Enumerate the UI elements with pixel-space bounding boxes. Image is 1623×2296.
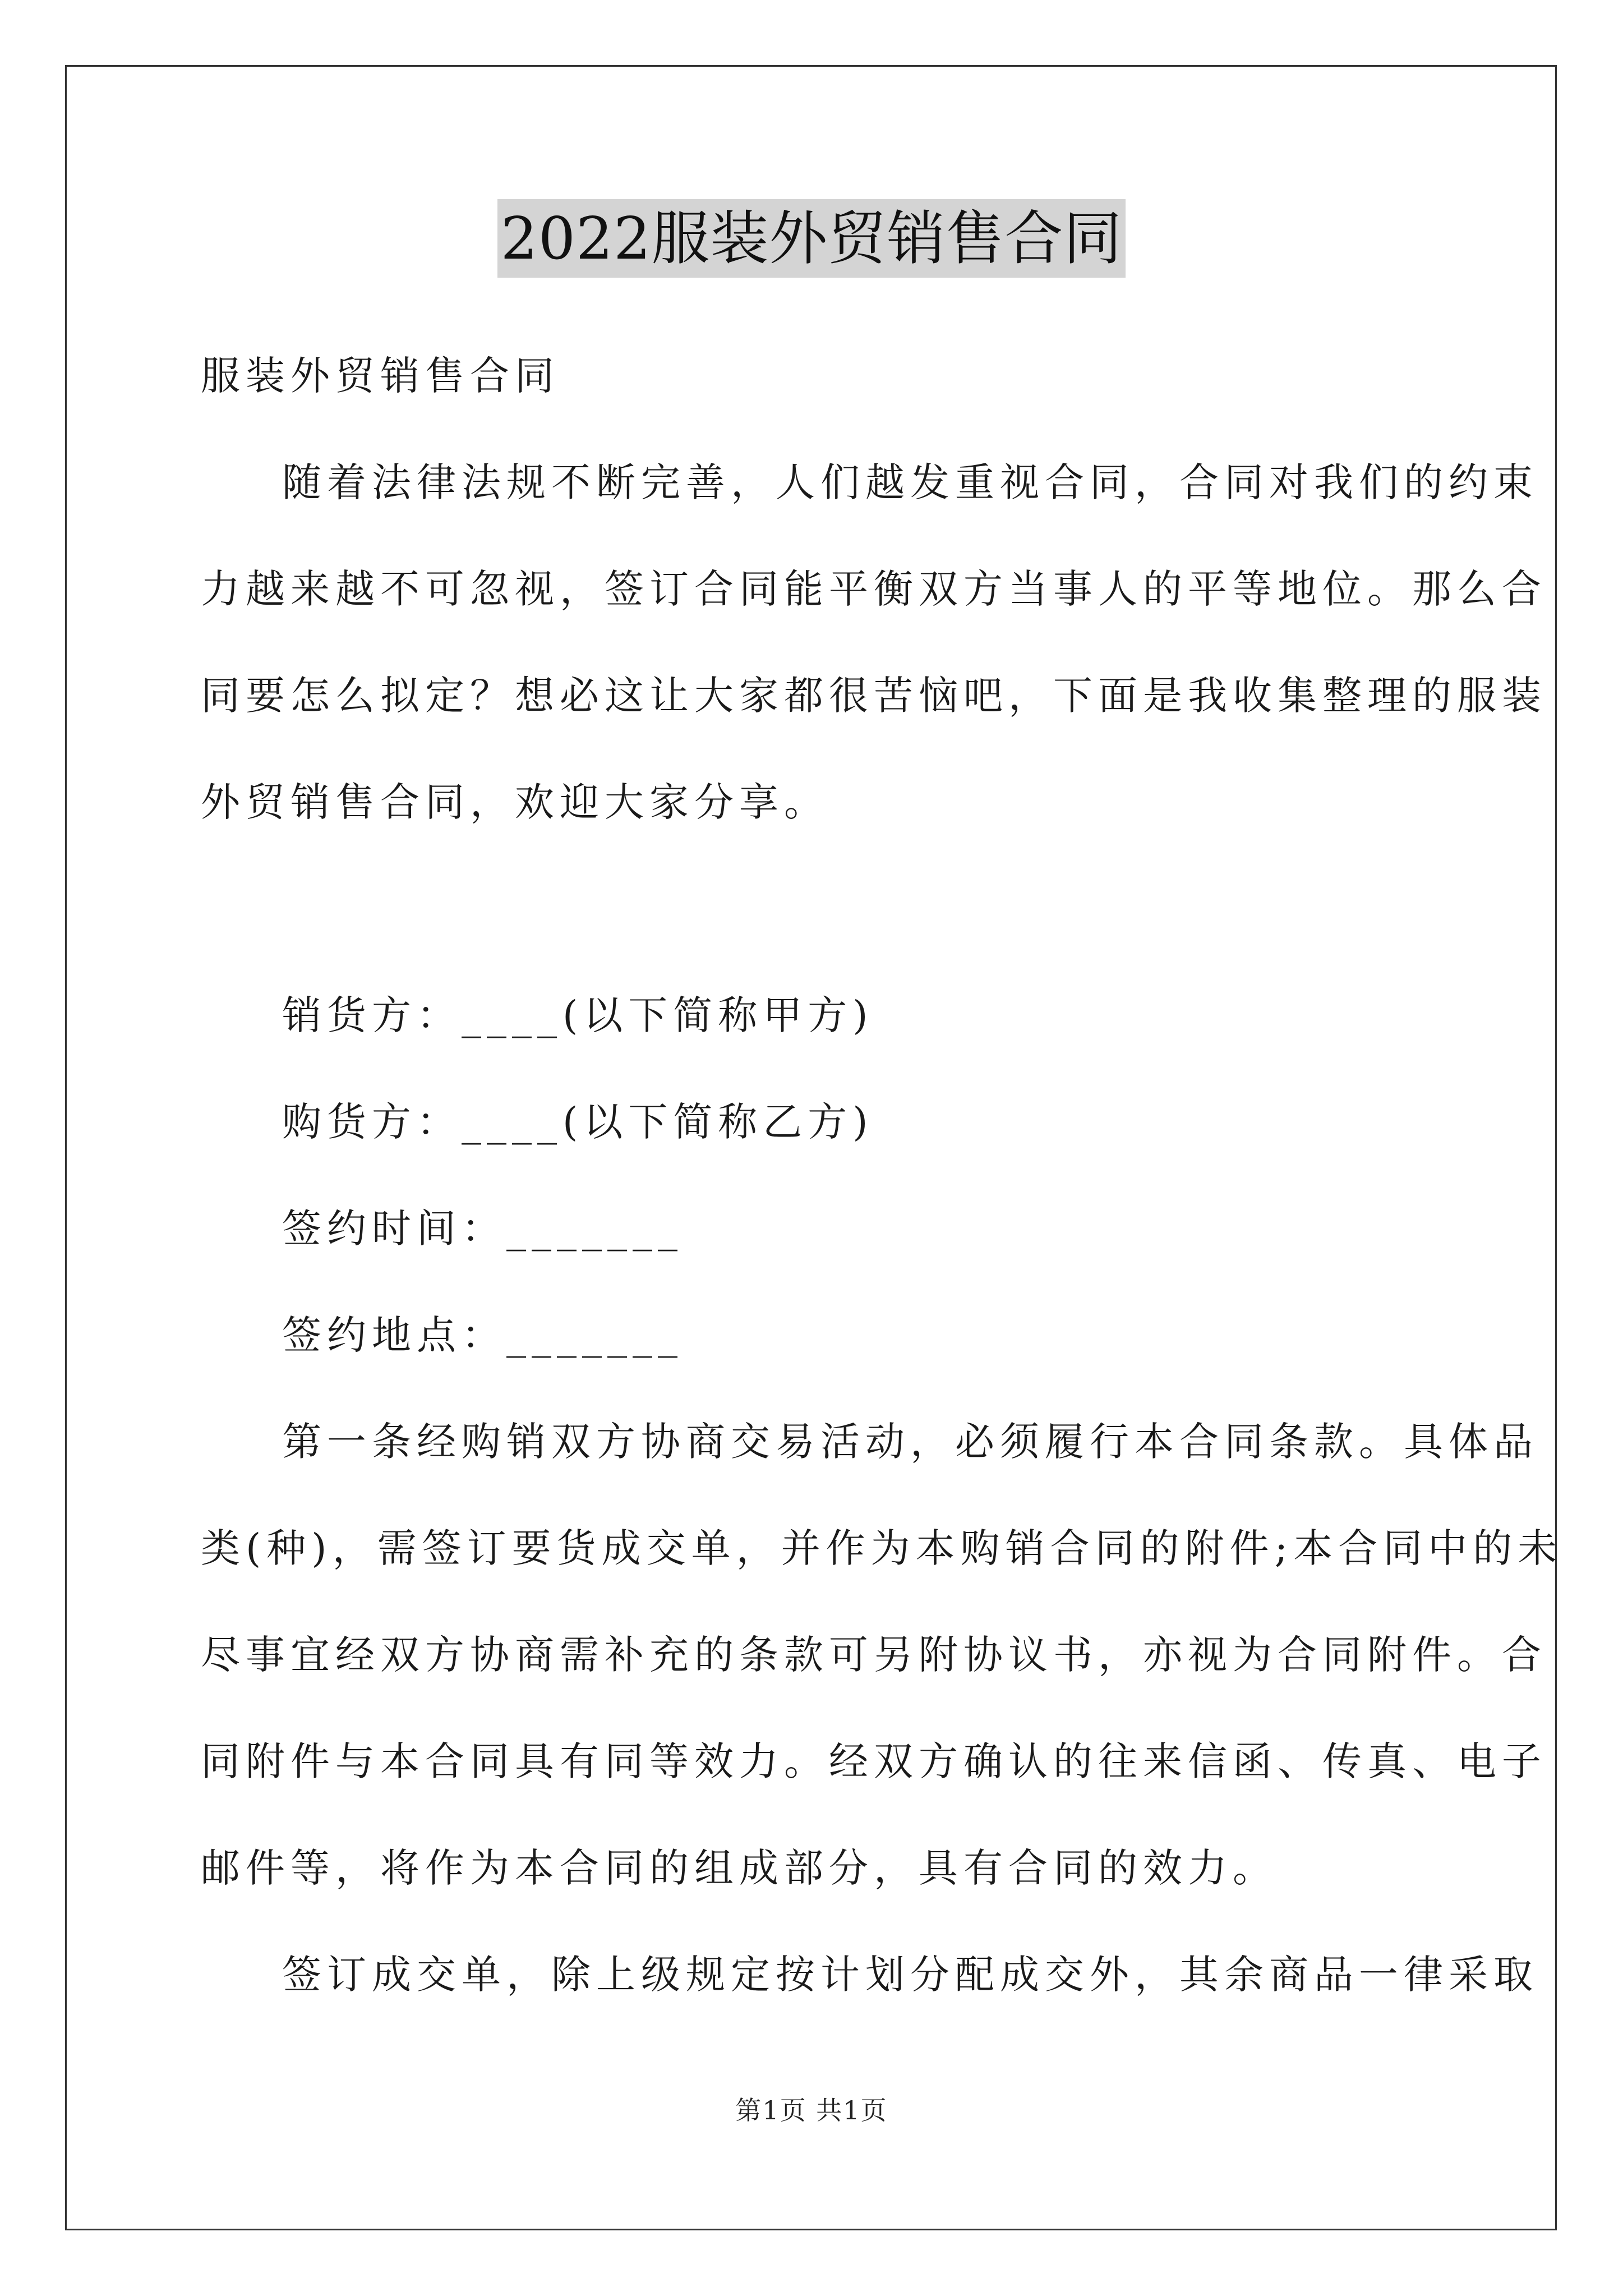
intro-line-1: 随着法律法规不断完善，人们越发重视合同，合同对我们的约束 <box>282 459 1538 505</box>
article1-line-5: 邮件等，将作为本合同的组成部分，具有合同的效力。 <box>201 1845 1278 1891</box>
document-subtitle: 服装外贸销售合同 <box>201 353 560 399</box>
article2-line-1: 签订成交单，除上级规定按计划分配成交外，其余商品一律采取 <box>282 1952 1538 1998</box>
intro-line-2: 力越来越不可忽视，签订合同能平衡双方当事人的平等地位。那么合 <box>201 566 1547 612</box>
sign-time-field: 签约时间：_______ <box>282 1205 683 1251</box>
document-title: 2022服装外贸销售合同 <box>497 199 1126 278</box>
intro-line-4: 外贸销售合同，欢迎大家分享。 <box>201 779 829 825</box>
title-container <box>0 199 1623 278</box>
intro-line-3: 同要怎么拟定？想必这让大家都很苦恼吧，下面是我收集整理的服装 <box>201 673 1547 719</box>
article1-line-1: 第一条经购销双方协商交易活动，必须履行本合同条款。具体品 <box>282 1419 1538 1465</box>
seller-field: 销货方：____(以下简称甲方) <box>282 992 874 1038</box>
article1-line-3: 尽事宜经双方协商需补充的条款可另附协议书，亦视为合同附件。合 <box>201 1632 1547 1678</box>
article1-line-2: 类(种)，需签订要货成交单，并作为本购销合同的附件;本合同中的未 <box>201 1525 1563 1571</box>
article1-line-4: 同附件与本合同具有同等效力。经双方确认的往来信函、传真、电子 <box>201 1738 1547 1784</box>
page-number: 第1页 共1页 <box>735 2095 888 2125</box>
sign-place-field: 签约地点：_______ <box>282 1312 683 1358</box>
buyer-field: 购货方：____(以下简称乙方) <box>282 1099 874 1145</box>
